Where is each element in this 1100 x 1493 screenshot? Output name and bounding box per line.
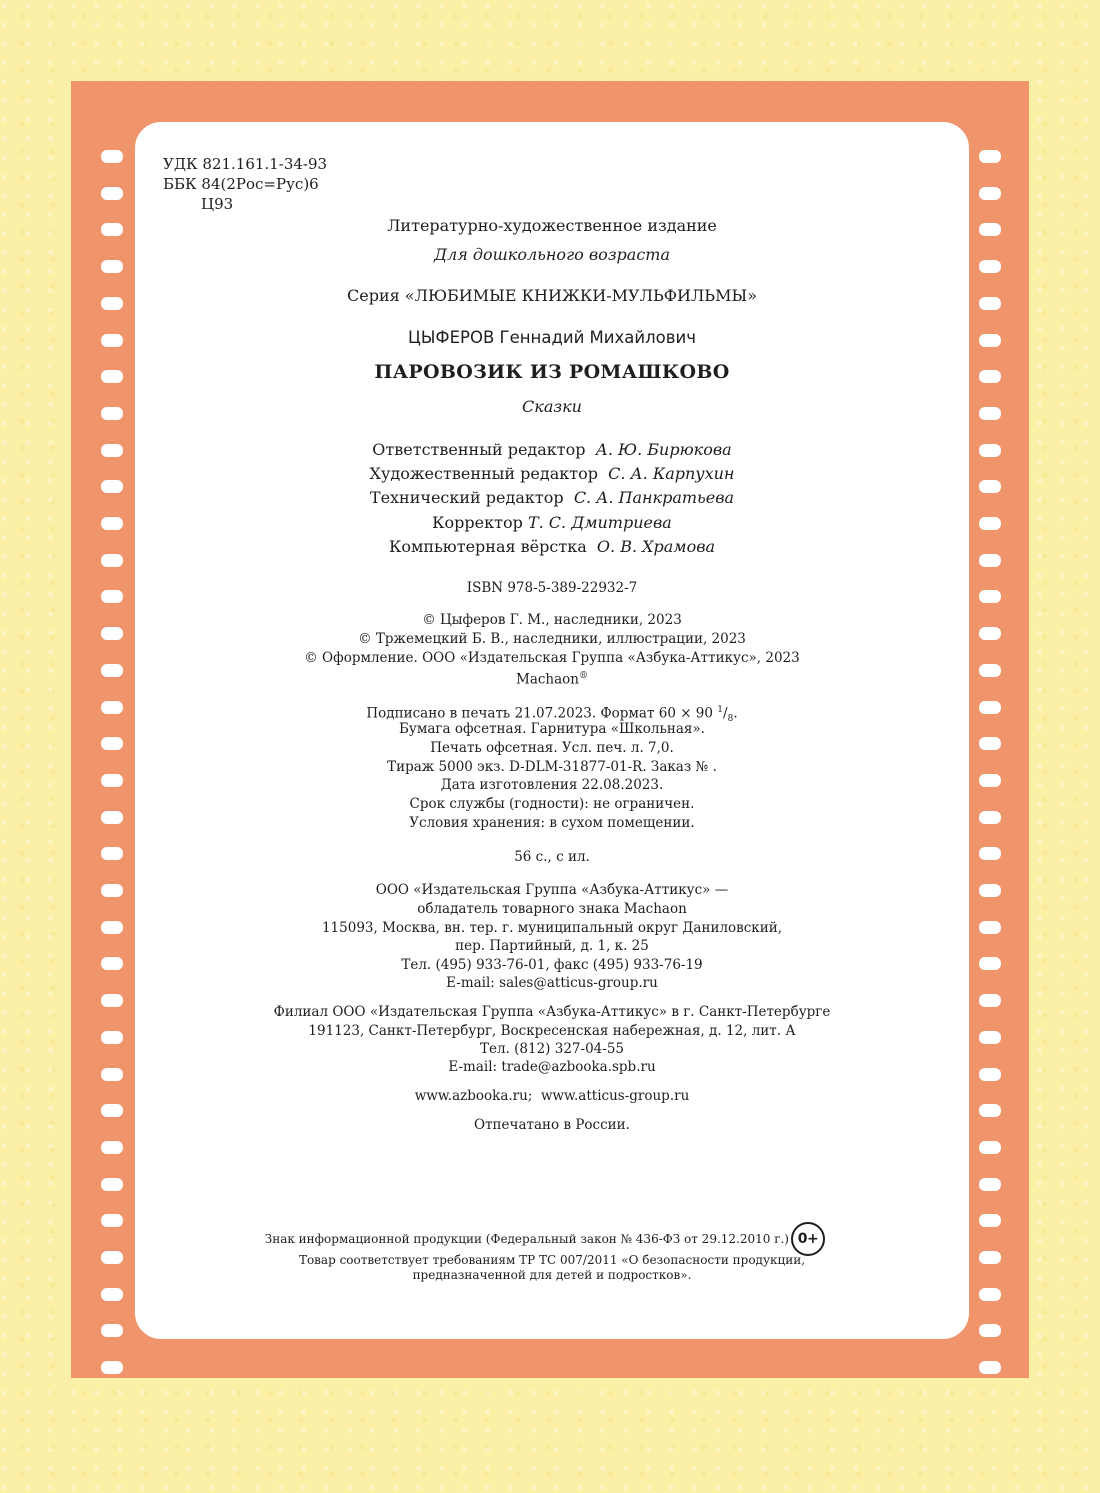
film-perforations-right	[979, 81, 1001, 1378]
print-info-line: Тираж 5000 экз. D-DLM-31877-01-R. Заказ № .	[387, 759, 717, 775]
film-perforation	[979, 480, 1001, 493]
publisher-email: E-mail: sales@atticus-group.ru	[446, 975, 658, 991]
copyright-line: © Тржемецкий Б. В., наследники, иллюстрации, 2023	[358, 631, 746, 647]
film-perforation	[979, 1068, 1001, 1081]
film-perforation	[101, 590, 123, 603]
staff-row	[135, 464, 969, 484]
film-perforation	[101, 1288, 123, 1301]
author-mark: Ц93	[201, 195, 234, 213]
publisher-line: Тел. (495) 933-76-01, факс (495) 933-76-19	[401, 957, 703, 973]
staff-role: Компьютерная вёрстка	[388, 537, 587, 556]
edition-type: Литературно-художественное издание	[387, 216, 717, 235]
staff-row	[135, 440, 969, 460]
staff-row	[135, 513, 969, 533]
registered-mark: ®	[579, 671, 588, 681]
branch-email: E-mail: trade@azbooka.spb.ru	[448, 1059, 656, 1075]
udk-code: УДК 821.161.1-34-93	[163, 155, 328, 173]
film-perforation	[979, 737, 1001, 750]
film-perforation	[979, 1361, 1001, 1374]
film-perforation	[979, 1251, 1001, 1264]
film-perforation	[979, 517, 1001, 530]
bbk-code: ББК 84(2Рос=Рус)6	[163, 175, 319, 193]
film-perforation	[101, 517, 123, 530]
film-perforation	[101, 554, 123, 567]
film-perforation	[101, 1361, 123, 1374]
film-perforation	[979, 223, 1001, 236]
film-perforation	[101, 150, 123, 163]
websites: www.azbooka.ru; www.atticus-group.ru	[414, 1088, 690, 1104]
film-strip-frame	[71, 81, 1029, 1378]
film-perforation	[979, 811, 1001, 824]
copyright-line: © Оформление. ООО «Издательская Группа «Азбука-Аттикус», 2023	[304, 650, 800, 666]
print-info-line: Срок службы (годности): не ограничен.	[409, 796, 695, 812]
staff-row	[135, 488, 969, 508]
film-perforation	[101, 1141, 123, 1154]
film-perforation	[101, 187, 123, 200]
film-perforation	[979, 1141, 1001, 1154]
film-perforation	[979, 1104, 1001, 1117]
film-perforation	[101, 884, 123, 897]
film-perforation	[979, 297, 1001, 310]
age-rating-badge: 0+	[791, 1222, 825, 1256]
film-perforation	[979, 370, 1001, 383]
publisher-line: обладатель товарного знака Machaon	[417, 901, 687, 917]
film-perforation	[979, 701, 1001, 714]
print-signed: Подписано в печать 21.07.2023. Формат 60 × 90 $^1/_8$.	[366, 705, 738, 725]
film-perforation	[979, 774, 1001, 787]
film-perforation	[979, 444, 1001, 457]
film-perforation	[979, 921, 1001, 934]
staff-row	[135, 537, 969, 557]
staff-role: Технический редактор	[369, 488, 564, 507]
film-perforation	[101, 370, 123, 383]
age-group: Для дошкольного возраста	[434, 245, 670, 264]
film-perforation	[979, 1031, 1001, 1044]
staff-name: Т. С. Дмитриева	[527, 513, 672, 532]
branch-line: 191123, Санкт-Петербург, Воскресенская набережная, д. 12, лит. А	[308, 1023, 796, 1039]
film-perforation	[979, 847, 1001, 860]
staff-role: Художественный редактор	[369, 464, 598, 483]
film-perforation	[101, 480, 123, 493]
author-name: ЦЫФЕРОВ Геннадий Михайлович	[408, 328, 696, 347]
film-perforation	[101, 811, 123, 824]
film-perforation	[101, 737, 123, 750]
film-perforation	[101, 1068, 123, 1081]
imprint-page	[135, 122, 969, 1339]
publisher-line: пер. Партийный, д. 1, к. 25	[455, 938, 649, 954]
film-perforation	[101, 407, 123, 420]
film-perforation	[979, 627, 1001, 640]
print-info-line: Дата изготовления 22.08.2023.	[440, 777, 664, 793]
film-perforation	[101, 1104, 123, 1117]
publisher-line: ООО «Издательская Группа «Азбука-Аттикус» —	[375, 882, 729, 898]
film-perforation	[101, 334, 123, 347]
film-perforation	[979, 407, 1001, 420]
branch-line: Тел. (812) 327-04-55	[480, 1041, 624, 1057]
film-perforation	[979, 884, 1001, 897]
staff-name: С. А. Панкратьева	[573, 488, 735, 507]
film-perforation	[101, 1031, 123, 1044]
film-perforation	[979, 1288, 1001, 1301]
compliance-line: предназначенной для детей и подростков».	[412, 1268, 692, 1282]
film-perforation	[979, 150, 1001, 163]
film-perforation	[101, 1178, 123, 1191]
series-name: Серия «ЛЮБИМЫЕ КНИЖКИ-МУЛЬФИЛЬМЫ»	[347, 286, 757, 305]
film-perforation	[101, 774, 123, 787]
film-perforation	[101, 297, 123, 310]
film-perforation	[101, 994, 123, 1007]
staff-name: С. А. Карпухин	[608, 464, 735, 483]
info-mark-notice: Знак информационной продукции (Федеральный закон № 436-ФЗ от 29.12.2010 г.)	[264, 1232, 789, 1246]
film-perforation	[101, 223, 123, 236]
film-perforation	[979, 187, 1001, 200]
film-perforation	[101, 1324, 123, 1337]
copyright-line: © Цыферов Г. М., наследники, 2023	[422, 612, 682, 628]
film-perforation	[101, 627, 123, 640]
film-perforation	[101, 957, 123, 970]
film-perforation	[979, 590, 1001, 603]
film-perforation	[101, 664, 123, 677]
film-perforation	[101, 921, 123, 934]
film-perforation	[979, 260, 1001, 273]
film-perforations-left	[101, 81, 123, 1378]
print-info-line: Печать офсетная. Усл. печ. л. 7,0.	[430, 740, 674, 756]
film-perforation	[101, 1214, 123, 1227]
film-perforation	[979, 1324, 1001, 1337]
film-perforation	[101, 260, 123, 273]
print-info-line: Бумага офсетная. Гарнитура «Школьная».	[399, 721, 705, 737]
film-perforation	[101, 701, 123, 714]
staff-role: Ответственный редактор	[372, 440, 586, 459]
staff-role: Корректор	[432, 513, 523, 532]
branch-line: Филиал ООО «Издательская Группа «Азбука-Аттикус» в г. Санкт-Петербурге	[273, 1004, 831, 1020]
film-perforation	[979, 334, 1001, 347]
film-perforation	[979, 1178, 1001, 1191]
printed-in: Отпечатано в России.	[474, 1117, 630, 1133]
genre: Сказки	[522, 397, 582, 416]
page-count: 56 с., с ил.	[514, 849, 590, 865]
compliance-line: Товар соответствует требованиям ТР ТС 007/2011 «О безопасности продукции,	[298, 1253, 806, 1267]
book-title: ПАРОВОЗИК ИЗ РОМАШКОВО	[374, 361, 730, 383]
film-perforation	[979, 994, 1001, 1007]
publisher-line: 115093, Москва, вн. тер. г. муниципальный округ Даниловский,	[321, 920, 783, 936]
film-perforation	[979, 554, 1001, 567]
imprint-name: Machaon®	[516, 671, 588, 688]
isbn: ISBN 978-5-389-22932-7	[466, 580, 638, 596]
film-perforation	[979, 664, 1001, 677]
film-perforation	[101, 1251, 123, 1264]
film-perforation	[979, 957, 1001, 970]
staff-name: О. В. Храмова	[596, 537, 716, 556]
film-perforation	[979, 1214, 1001, 1227]
film-perforation	[101, 847, 123, 860]
film-perforation	[101, 444, 123, 457]
staff-name: А. Ю. Бирюкова	[595, 440, 732, 459]
print-info-line: Условия хранения: в сухом помещении.	[409, 815, 695, 831]
